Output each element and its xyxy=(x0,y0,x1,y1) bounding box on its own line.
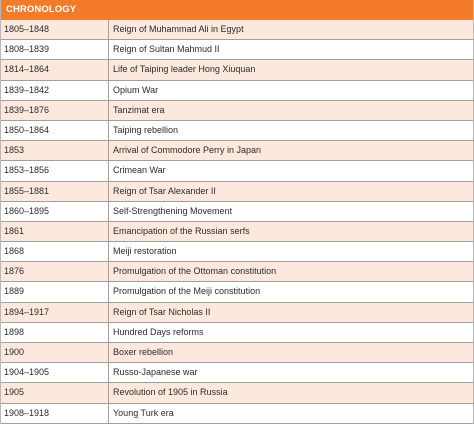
table-row xyxy=(1,242,473,262)
date-cell: 1898 xyxy=(1,323,109,342)
date-cell: 1900 xyxy=(1,343,109,362)
table-row xyxy=(1,161,473,181)
event-cell: Taiping rebellion xyxy=(113,124,179,135)
event-cell: Opium War xyxy=(113,84,159,95)
event-cell: Reign of Sultan Mahmud II xyxy=(113,44,220,55)
date-cell: 1861 xyxy=(1,222,109,241)
date-cell: 1876 xyxy=(1,262,109,281)
event-cell: Meiji restoration xyxy=(113,246,177,257)
table-row xyxy=(1,343,473,363)
date-cell: 1860–1895 xyxy=(1,202,109,221)
table-title: CHRONOLOGY xyxy=(1,0,473,20)
table-row xyxy=(1,383,473,403)
event-cell: Promulgation of the Ottoman constitution xyxy=(113,266,277,277)
date-cell: 1855–1881 xyxy=(1,182,109,201)
table-row xyxy=(1,20,473,40)
event-cell: Promulgation of the Meiji constitution xyxy=(113,286,261,297)
table-row xyxy=(1,262,473,282)
date-cell: 1889 xyxy=(1,282,109,301)
date-cell: 1904–1905 xyxy=(1,363,109,382)
event-cell: Arrival of Commodore Perry in Japan xyxy=(113,145,262,156)
event-cell: Reign of Tsar Nicholas II xyxy=(113,306,211,317)
table-row xyxy=(1,81,473,101)
event-cell: Tanzimat era xyxy=(113,104,165,115)
date-cell: 1905 xyxy=(1,383,109,402)
date-cell: 1894–1917 xyxy=(1,303,109,322)
date-cell: 1868 xyxy=(1,242,109,261)
date-cell: 1805–1848 xyxy=(1,20,109,39)
event-cell: Hundred Days reforms xyxy=(113,326,204,337)
event-cell: Young Turk era xyxy=(113,407,174,418)
event-cell: Crimean War xyxy=(113,165,166,176)
event-cell: Self-Strengthening Movement xyxy=(113,205,233,216)
date-cell: 1853–1856 xyxy=(1,161,109,180)
event-cell: Life of Taiping leader Hong Xiuquan xyxy=(113,64,256,75)
event-cell: Boxer rebellion xyxy=(113,347,174,357)
table-body xyxy=(1,20,473,424)
date-cell: 1853 xyxy=(1,141,109,160)
date-cell: 1808–1839 xyxy=(1,40,109,59)
table-row xyxy=(1,363,473,383)
table-row xyxy=(1,60,473,80)
date-cell: 1839–1842 xyxy=(1,81,109,100)
event-cell: Emancipation of the Russian serfs xyxy=(113,225,250,236)
table-row xyxy=(1,222,473,242)
date-cell: 1908–1918 xyxy=(1,404,109,423)
table-row xyxy=(1,323,473,343)
table-row xyxy=(1,404,473,424)
date-cell: 1850–1864 xyxy=(1,121,109,140)
date-cell: 1839–1876 xyxy=(1,101,109,120)
table-row xyxy=(1,40,473,60)
table-row xyxy=(1,182,473,202)
event-cell: Reign of Muhammad Ali in Egypt xyxy=(113,24,244,34)
table-row xyxy=(1,141,473,161)
date-cell: 1814–1864 xyxy=(1,60,109,79)
table-row xyxy=(1,282,473,302)
table-row xyxy=(1,101,473,121)
table-row xyxy=(1,121,473,141)
event-cell: Reign of Tsar Alexander II xyxy=(113,185,216,196)
event-cell: Revolution of 1905 in Russia xyxy=(113,387,228,398)
table-row xyxy=(1,202,473,222)
table-row xyxy=(1,303,473,323)
event-cell: Russo-Japanese war xyxy=(113,367,198,378)
